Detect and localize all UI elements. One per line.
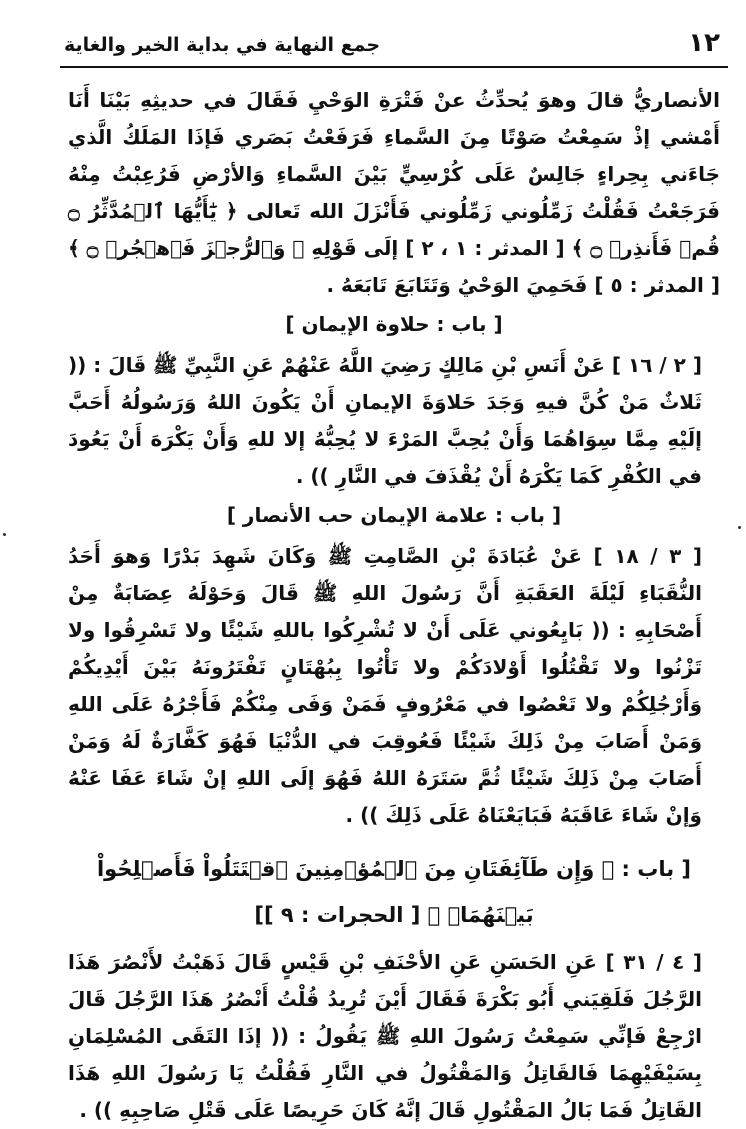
page-number: ١٢ xyxy=(688,28,720,58)
margin-mark-left xyxy=(3,533,6,536)
hadith-paragraph-3: [ ٣ / ١٨ ] عَنْ عُبَادَةَ بْنِ الصَّامِتِ ﷺ وَكَانَ شَهِدَ بَدْرًا وَهوَ أَحَدُ النُّقَبَاءِ لَيْلَةَ العَقَبَةِ أَنَّ رَسُولَ اللهِ ﷺ قَالَ وَحَوْلَهُ عِصَابَةٌ مِنْ أَصْحَابِهِ : (( بَايِعُوني عَلَى أَنْ لا تُشْرِكُوا باللهِ شَيْئًا ولا تَسْرِقُوا ولا تَزْنُوا ولا تَقْتُلُوا أَوْلادَكُمْ ولا تَأْتُوا بِبُهْتَانٍ تَفْتَرُونَهُ بَيْنَ أَيْدِيكُمْ وَأَرْجُلِكُمْ ولا تَعْصُوا في مَعْرُوفٍ فَمَنْ وَفَى مِنْكُمْ فَأَجْرُهُ عَلَى اللهِ وَمَنْ أَصَابَ مِنْ ذَلِكَ شَيْئًا فَعُوقِبَ في الدُّنْيَا فَهُوَ كَفَّارَةٌ لَهُ وَمَنْ أَصَابَ مِنْ ذَلِكَ شَيْئًا ثُمَّ سَتَرَهُ اللهُ فَهُوَ إلَى اللهِ إنْ شَاءَ عَفَا عَنْهُ وَإنْ شَاءَ عَاقَبَهُ فَبَايَعْنَاهُ عَلَى ذَلِكَ )) . xyxy=(68,544,703,827)
chapter-heading-love-of-ansar: [ باب : علامة الإيمان حب الأنصار ] xyxy=(226,503,562,527)
running-title: جمع النهاية في بداية الخير والغاية xyxy=(64,34,381,56)
hadith-paragraph-4: [ ٤ / ٣١ ] عَنِ الحَسَنِ عَنِ الأحْنَفِ بْنِ قَيْسٍ قَالَ ذَهَبْتُ لأَنْصُرَ هَذَا الرَّجُلَ فَلَقِيَني أَبُو بَكْرَةَ فَقَالَ أَيْنَ تُرِيدُ قُلْتُ أَنْصُرُ هَذَا الرَّجُلَ قَالَ ارْجِعْ فَإنِّي سَمِعْتُ رَسُولَ اللهِ ﷺ يَقُولُ : (( إذَا التَقَى المُسْلِمَانِ بِسَيْفَيْهِمَا فَالقَاتِلُ وَالمَقْتُولُ في النَّارِ فَقُلْتُ يَا رَسُولَ اللهِ هَذَا القَاتِلُ فَمَا بَالُ المَقْتُولِ قَالَ إنَّهُ كَانَ حَرِيصًا عَلَى قَتْلِ صَاحِبِهِ )) . xyxy=(68,950,702,1122)
hadith-paragraph-2: [ ٢ / ١٦ ] عَنْ أَنَسِ بْنِ مَالِكٍ رَضِيَ اللَّهُ عَنْهُمْ عَنِ النَّبِيِّ ﷺ قَالَ : (( ثَلاثٌ مَنْ كُنَّ فيهِ وَجَدَ حَلاوَةَ الإيمانِ أَنْ يَكُونَ اللهُ وَرَسُولُهُ أَحَبَّ إلَيْهِ مِمَّا سِوَاهُمَا وَأَنْ يُحِبَّ المَرْءَ لا يُحِبُّهُ إلا للهِ وَأَنْ يَكْرَهَ أَنْ يَعُودَ في الكُفْرِ كَمَا يَكْرَهُ أَنْ يُقْذَفَ في النَّارِ )) . xyxy=(68,353,703,488)
chapter-heading-sweetness-of-faith: [ باب : حلاوة الإيمان ] xyxy=(285,312,503,336)
chapter-heading-two-parties: [ باب : ﴿ وَإِن طَآئِفَتَانِ مِنَ ٱلۡمُؤۡمِنِينَ ٱقۡتَتَلُواْ فَأَصۡلِحُواْ بَيۡنَهُمَاۖ ﴾ [ الحجرات : ٩ ]] xyxy=(96,857,691,927)
page-body xyxy=(68,82,720,1129)
intro-paragraph: الأنصاريُّ قالَ وهوَ يُحدِّثُ عنْ فَتْرَةِ الوَحْيِ فَقَالَ في حديثِهِ بَيْنَا أَنَا أَمْشي إذْ سَمِعْتُ صَوْتًا مِنَ السَّماءِ فَرَفَعْتُ بَصَري فَإذَا المَلَكُ الَّذي جَاءَني بِحِراءٍ جَالِسٌ عَلَى كُرْسِيٍّ بَيْنَ السَّماءِ وَالأرْضِ فَرُعِبْتُ مِنْهُ فَرَجَعْتُ فَقُلْتُ زَمِّلُوني زَمِّلُوني فَأَنْزَلَ الله تَعالى ﴿ يَٰٓأَيُّهَا ٱلۡمُدَّثِّرُ ۝ قُمۡ فَأَنذِرۡ ۝ ﴾ [ المدثر : ١ ، ٢ ] إلَى قَوْلِهِ ﴿ وَٱلرُّجۡزَ فَٱهۡجُرۡ ۝ ﴾ [ المدثر : ٥ ] فَحَمِيَ الوَحْيُ وَتَتَابَعَ تَابَعَهُ . xyxy=(68,88,721,297)
margin-mark-right xyxy=(738,526,741,529)
header-divider xyxy=(60,66,728,68)
page-header xyxy=(60,26,728,66)
